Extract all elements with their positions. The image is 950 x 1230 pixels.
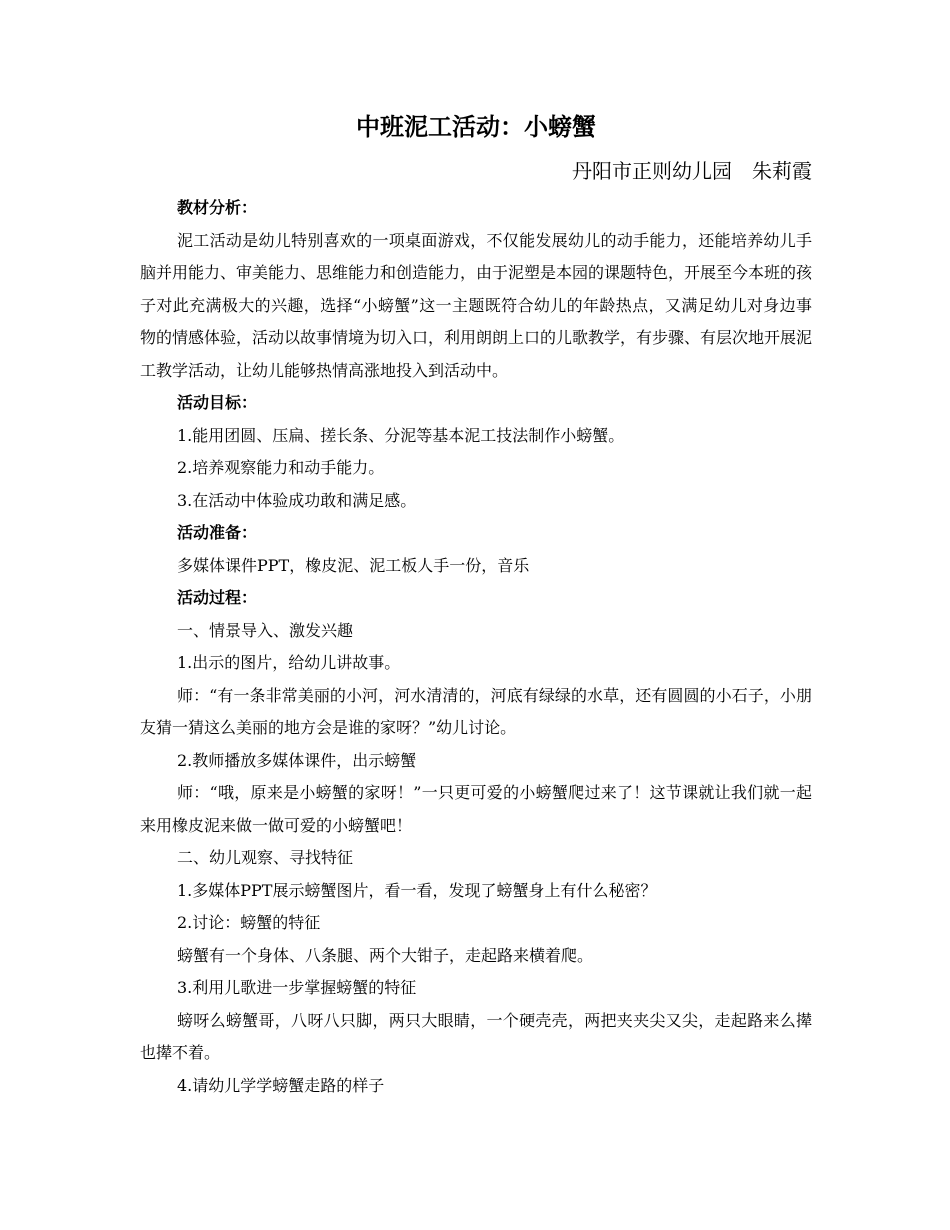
section-process — [140, 582, 812, 1102]
paragraph: 2.讨论：螃蟹的特征 — [177, 913, 321, 932]
paragraph: 1.多媒体PPT展示螃蟹图片，看一看，发现了螃蟹身上有什么秘密？ — [177, 880, 657, 900]
paragraph: 4.请幼儿学学螃蟹走路的样子 — [177, 1075, 385, 1095]
paragraph: 泥工活动是幼儿特别喜欢的一项桌面游戏，不仅能发展幼儿的动手能力，还能培养幼儿手脑并用能力、审美能力、思维能力和创造能力，由于泥塑是本园的课题特色，开展至今本班的孩子对此充满极大的兴趣，选择“小螃蟹”这一主题既符合幼儿的年龄热点，又满足幼儿对身边事物的情感体验，活动以故事情境为切入口，利用朗朗上口的儿歌教学，有步骤、有层次地开展泥工教学活动，让幼儿能够热情高涨地投入到活动中。 — [140, 230, 813, 380]
document-page — [140, 100, 812, 1102]
document-title: 中班泥工活动：小螃蟹 — [356, 113, 596, 141]
paragraph: 3.利用儿歌进一步掌握螃蟹的特征 — [177, 978, 417, 997]
section-preparation — [140, 517, 812, 582]
paragraph: 一、情景导入、激发兴趣 — [177, 620, 354, 640]
section-goals — [140, 387, 812, 517]
section-analysis — [140, 192, 812, 387]
section-heading: 活动目标： — [177, 393, 258, 412]
section-heading: 活动准备： — [177, 523, 258, 542]
paragraph: 多媒体课件PPT，橡皮泥、泥工板人手一份，音乐 — [177, 555, 530, 575]
paragraph: 螃蟹有一个身体、八条腿、两个大钳子，走起路来横着爬。 — [177, 945, 594, 965]
paragraph: 师：“哦，原来是小螃蟹的家呀！”一只更可爱的小螃蟹爬过来了！这节课就让我们就一起来用橡皮泥来做一做可爱的小螃蟹吧！ — [140, 783, 812, 835]
author-line: 丹阳市正则幼儿园 朱莉霞 — [572, 159, 812, 183]
paragraph: 师：“有一条非常美丽的小河，河水清清的，河底有绿绿的水草，还有圆圆的小石子，小朋友猜一猜这么美丽的地方会是谁的家呀？”幼儿讨论。 — [140, 685, 812, 737]
section-heading: 活动过程： — [177, 588, 258, 607]
paragraph: 螃呀么螃蟹哥，八呀八只脚，两只大眼睛，一个硬壳壳，两把夹夹尖又尖，走起路来么撵也撵不着。 — [140, 1010, 812, 1062]
list-item: 3.在活动中体验成功敢和满足感。 — [177, 490, 417, 510]
list-item: 2.培养观察能力和动手能力。 — [177, 458, 385, 477]
section-heading: 教材分析： — [177, 198, 258, 217]
paragraph: 二、幼儿观察、寻找特征 — [177, 848, 354, 867]
list-item: 1.能用团圆、压扁、搓长条、分泥等基本泥工技法制作小螃蟹。 — [177, 425, 625, 445]
paragraph: 1.出示的图片，给幼儿讲故事。 — [177, 653, 401, 672]
paragraph: 2.教师播放多媒体课件，出示螃蟹 — [177, 750, 417, 770]
